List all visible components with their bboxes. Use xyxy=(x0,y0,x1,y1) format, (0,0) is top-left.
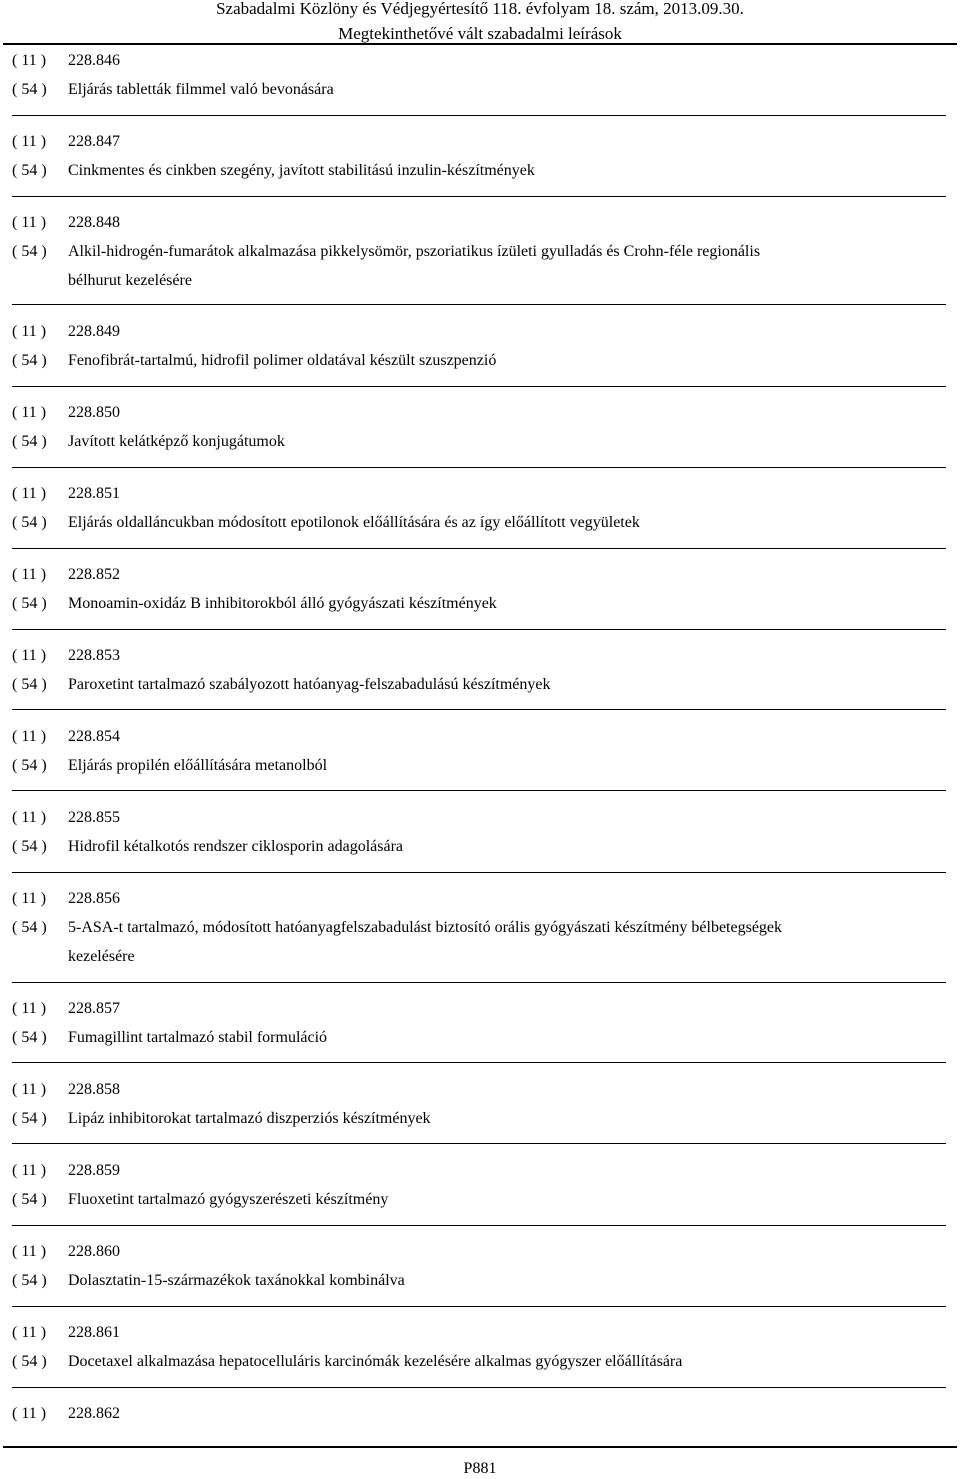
patent-number-row xyxy=(0,317,960,346)
patent-title-row xyxy=(0,751,960,780)
patent-number-row xyxy=(0,479,960,508)
inid-code-54: ( 54 ) xyxy=(12,595,47,612)
patent-number: 228.849 xyxy=(68,323,120,340)
patent-title: Javított kelátképző konjugátumok xyxy=(68,433,285,450)
patent-number: 228.851 xyxy=(68,485,120,502)
patent-number: 228.852 xyxy=(68,566,120,583)
patent-title: Cinkmentes és cinkben szegény, javított stabilitású inzulin-készítmények xyxy=(68,162,535,179)
inid-code-54: ( 54 ) xyxy=(12,1272,47,1289)
patent-title-row xyxy=(0,1104,960,1133)
inid-code-11: ( 11 ) xyxy=(12,890,47,907)
entry-divider xyxy=(12,1225,946,1226)
entry-divider xyxy=(12,304,946,305)
inid-code-11: ( 11 ) xyxy=(12,728,47,745)
inid-code-11: ( 11 ) xyxy=(12,1081,47,1098)
patent-number: 228.860 xyxy=(68,1243,120,1260)
patent-number-row xyxy=(0,398,960,427)
patent-title-row xyxy=(0,1185,960,1214)
patent-title: Docetaxel alkalmazása hepatocelluláris karcinómák kezelésére alkalmas gyógyszer előállítására xyxy=(68,1353,683,1370)
patent-number-row xyxy=(0,1399,960,1428)
patent-number-row xyxy=(0,994,960,1023)
inid-code-11: ( 11 ) xyxy=(12,1405,47,1422)
patent-title-row xyxy=(0,237,960,266)
patent-number-row xyxy=(0,722,960,751)
patent-number-row xyxy=(0,1156,960,1185)
inid-code-54: ( 54 ) xyxy=(12,1353,47,1370)
patent-number: 228.855 xyxy=(68,809,120,826)
section-title: Megtekinthetővé vált szabadalmi leírások xyxy=(338,24,622,43)
inid-code-11: ( 11 ) xyxy=(12,214,47,231)
patent-number-row xyxy=(0,46,960,75)
inid-code-54: ( 54 ) xyxy=(12,919,47,936)
entry-divider xyxy=(12,790,946,791)
entry-divider xyxy=(12,1387,946,1388)
patent-title-row xyxy=(0,913,960,942)
entry-divider xyxy=(12,982,946,983)
patent-number: 228.854 xyxy=(68,728,120,745)
entry-divider xyxy=(12,1306,946,1307)
patent-number: 228.856 xyxy=(68,890,120,907)
inid-code-54: ( 54 ) xyxy=(12,1191,47,1208)
patent-number: 228.857 xyxy=(68,1000,120,1017)
patent-number: 228.850 xyxy=(68,404,120,421)
patent-title-row xyxy=(0,508,960,537)
patent-title: Eljárás oldalláncukban módosított epotilonok előállítására és az így előállított vegyületek xyxy=(68,514,640,531)
entry-divider xyxy=(12,872,946,873)
entry-divider xyxy=(12,196,946,197)
patent-title: Eljárás tabletták filmmel való bevonására xyxy=(68,81,334,98)
inid-code-11: ( 11 ) xyxy=(12,1162,47,1179)
patent-title-row xyxy=(0,1266,960,1295)
patent-number: 228.848 xyxy=(68,214,120,231)
patent-title: Fluoxetint tartalmazó gyógyszerészeti készítmény xyxy=(68,1191,389,1208)
inid-code-11: ( 11 ) xyxy=(12,809,47,826)
entry-divider xyxy=(12,629,946,630)
entry-divider xyxy=(12,115,946,116)
patent-title-row xyxy=(0,266,960,295)
patent-number-row xyxy=(0,803,960,832)
header-divider xyxy=(3,43,957,45)
inid-code-54: ( 54 ) xyxy=(12,1029,47,1046)
entry-divider xyxy=(12,709,946,710)
inid-code-54: ( 54 ) xyxy=(12,243,47,260)
patent-title: 5-ASA-t tartalmazó, módosított hatóanyagfelszabadulást biztosító orális gyógyászati készítmény bélbetegségek xyxy=(68,919,783,936)
inid-code-11: ( 11 ) xyxy=(12,323,47,340)
patent-title: bélhurut kezelésére xyxy=(68,272,192,289)
inid-code-11: ( 11 ) xyxy=(12,133,47,150)
patent-title: Paroxetint tartalmazó szabályozott hatóanyag-felszabadulású készítmények xyxy=(68,676,551,693)
inid-code-54: ( 54 ) xyxy=(12,838,47,855)
patent-number-row xyxy=(0,208,960,237)
patent-title: Dolasztatin-15-származékok taxánokkal kombinálva xyxy=(68,1272,405,1289)
footer-divider xyxy=(3,1446,957,1448)
patent-number-row xyxy=(0,1237,960,1266)
patent-number-row xyxy=(0,1075,960,1104)
patent-number-row xyxy=(0,127,960,156)
inid-code-54: ( 54 ) xyxy=(12,81,47,98)
patent-title: Alkil-hidrogén-fumarátok alkalmazása pikkelysömör, pszoriatikus ízületi gyulladás és Crohn-féle regionális xyxy=(68,243,761,260)
patent-number: 228.859 xyxy=(68,1162,120,1179)
patent-number: 228.847 xyxy=(68,133,120,150)
inid-code-11: ( 11 ) xyxy=(12,1000,47,1017)
patent-title-row xyxy=(0,346,960,375)
patent-title: Monoamin-oxidáz B inhibitorokból álló gyógyászati készítmények xyxy=(68,595,497,612)
patent-number-row xyxy=(0,1318,960,1347)
entry-divider xyxy=(12,467,946,468)
inid-code-54: ( 54 ) xyxy=(12,676,47,693)
patent-number-row xyxy=(0,641,960,670)
inid-code-11: ( 11 ) xyxy=(12,1243,47,1260)
inid-code-11: ( 11 ) xyxy=(12,52,47,69)
patent-number: 228.862 xyxy=(68,1405,120,1422)
patent-number-row xyxy=(0,884,960,913)
patent-number: 228.853 xyxy=(68,647,120,664)
patent-number: 228.858 xyxy=(68,1081,120,1098)
patent-title: Fenofibrát-tartalmú, hidrofil polimer oldatával készült szuszpenzió xyxy=(68,352,497,369)
patent-title-row xyxy=(0,589,960,618)
inid-code-54: ( 54 ) xyxy=(12,757,47,774)
page-number: P881 xyxy=(463,1460,497,1477)
patent-title: Lipáz inhibitorokat tartalmazó diszperziós készítmények xyxy=(68,1110,431,1127)
inid-code-54: ( 54 ) xyxy=(12,162,47,179)
patent-title-row xyxy=(0,1023,960,1052)
entry-divider xyxy=(12,386,946,387)
entry-divider xyxy=(12,1062,946,1063)
patent-title: Eljárás propilén előállítására metanolból xyxy=(68,757,328,774)
inid-code-11: ( 11 ) xyxy=(12,647,47,664)
inid-code-11: ( 11 ) xyxy=(12,485,47,502)
patent-title-row xyxy=(0,427,960,456)
inid-code-54: ( 54 ) xyxy=(12,352,47,369)
patent-title-row xyxy=(0,942,960,971)
journal-header: Szabadalmi Közlöny és Védjegyértesítő 118. évfolyam 18. szám, 2013.09.30. xyxy=(216,0,744,18)
entry-divider xyxy=(12,548,946,549)
patent-title-row xyxy=(0,670,960,699)
inid-code-11: ( 11 ) xyxy=(12,1324,47,1341)
patent-title: Hidrofil kétalkotós rendszer ciklosporin adagolására xyxy=(68,838,403,855)
patent-title-row xyxy=(0,75,960,104)
patent-title-row xyxy=(0,832,960,861)
patent-title: kezelésére xyxy=(68,948,135,965)
patent-title: Fumagillint tartalmazó stabil formuláció xyxy=(68,1029,328,1046)
inid-code-54: ( 54 ) xyxy=(12,1110,47,1127)
entry-divider xyxy=(12,1143,946,1144)
inid-code-11: ( 11 ) xyxy=(12,404,47,421)
inid-code-54: ( 54 ) xyxy=(12,514,47,531)
patent-title-row xyxy=(0,1347,960,1376)
inid-code-11: ( 11 ) xyxy=(12,566,47,583)
patent-number-row xyxy=(0,560,960,589)
patent-number: 228.861 xyxy=(68,1324,120,1341)
patent-number: 228.846 xyxy=(68,52,120,69)
inid-code-54: ( 54 ) xyxy=(12,433,47,450)
patent-title-row xyxy=(0,156,960,185)
